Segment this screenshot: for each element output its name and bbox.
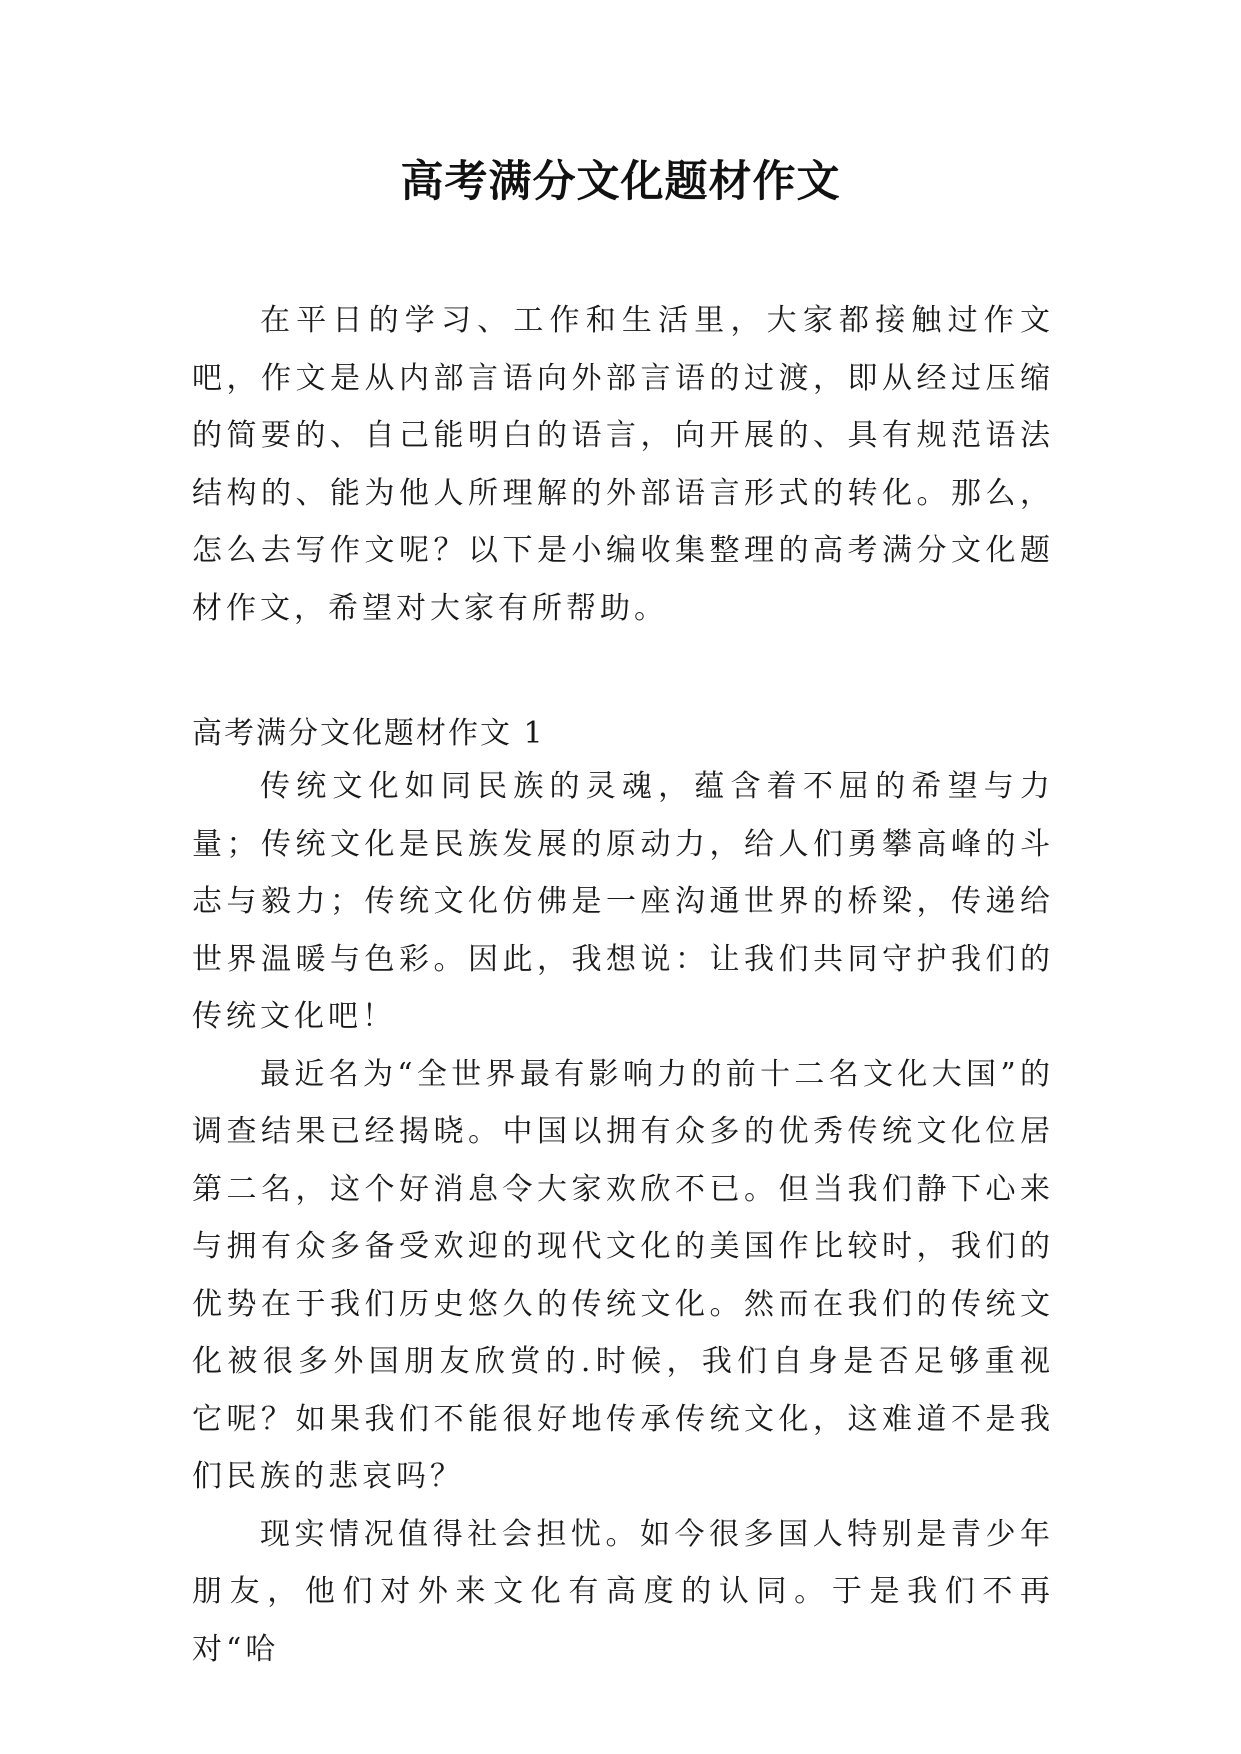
intro-paragraph: 在平日的学习、工作和生活里，大家都接触过作文吧，作文是从内部言语向外部言语的过渡，即从经过压缩的简要的、自己能明白的语言，向开展的、具有规范语法结构的、能为他人所理解的外部语言形式的转化。那么，怎么去写作文呢？以下是小编收集整理的高考满分文化题材作文，希望对大家有所帮助。	[192, 303, 1054, 626]
essay-paragraph-2: 最近名为“全世界最有影响力的前十二名文化大国”的调查结果已经揭晓。中国以拥有众多的优秀传统文化位居第二名，这个好消息令大家欢欣不已。但当我们静下心来与拥有众多备受欢迎的现代文化的美国作比较时，我们的优势在于我们历史悠久的传统文化。然而在我们的传统文化被很多外国朋友欣赏的.时候，我们自身是否足够重视它呢？如果我们不能很好地传承传统文化，这难道不是我们民族的悲哀吗？	[192, 1056, 1054, 1494]
intro-paragraph-block	[192, 292, 1054, 637]
essay-paragraph-3: 现实情况值得社会担忧。如今很多国人特别是青少年朋友，他们对外来文化有高度的认同。于是我们不再对“哈	[192, 1516, 1054, 1667]
essay-body	[192, 758, 1054, 1678]
essay-paragraph-1: 传统文化如同民族的灵魂，蕴含着不屈的希望与力量；传统文化是民族发展的原动力，给人们勇攀高峰的斗志与毅力；传统文化仿佛是一座沟通世界的桥梁，传递给世界温暖与色彩。因此，我想说：让我们共同守护我们的传统文化吧！	[192, 769, 1054, 1034]
section-heading: 高考满分文化题材作文 1	[192, 716, 545, 751]
document-title: 高考满分文化题材作文	[400, 157, 841, 207]
